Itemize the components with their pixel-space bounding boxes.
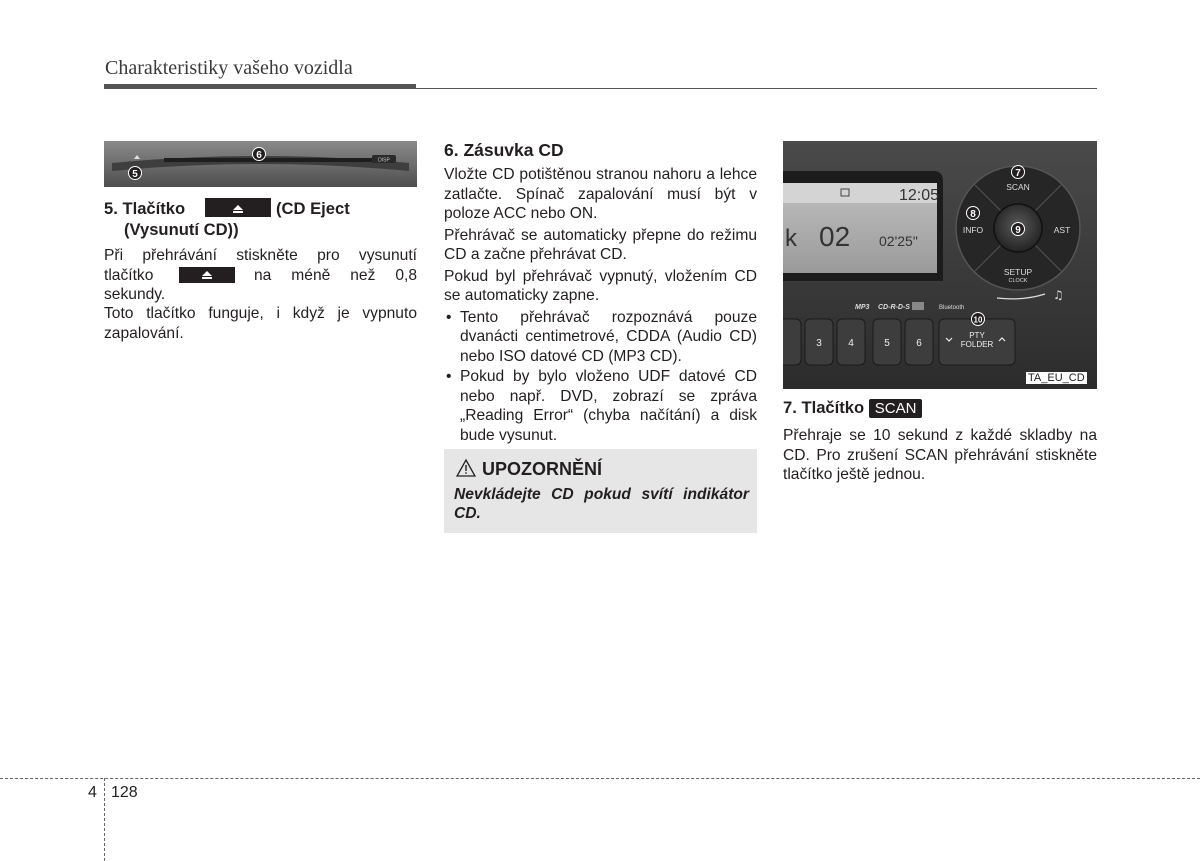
lcd-track: 02 <box>819 221 851 252</box>
ast-label: AST <box>1053 225 1071 235</box>
scan-label: SCAN <box>1006 182 1030 192</box>
lcd-elapsed: 02'25" <box>879 233 918 249</box>
warning-triangle-icon <box>456 459 476 477</box>
svg-text:8: 8 <box>970 209 976 220</box>
warning-title-row <box>456 459 602 480</box>
preset-4-label: 4 <box>848 338 854 349</box>
section-6-paragraph-1: Vložte CD potištěnou stranou nahoru a lehce zatlačte. Spínač zapalování musí být v poloze ACC nebo ON. <box>444 166 757 222</box>
section-5-heading-prefix: 5. Tlačítko <box>104 199 186 218</box>
bullet-item: • Pokud by bylo vloženo UDF datové CD nebo např. DVD, zobrazí se zpráva „Reading Error“ (chyba načítání) a disk bude vysunut. <box>444 367 757 445</box>
section-6-heading: 6. Zásuvka CD <box>444 140 564 160</box>
page-number: 128 <box>111 784 138 801</box>
warning-body: Nevkládejte CD pokud svítí indikátor CD. <box>454 486 749 522</box>
warning-title: UPOZORNĚNÍ <box>482 459 603 479</box>
scan-badge: SCAN <box>869 399 923 418</box>
mp3-logo: MP3 <box>855 304 870 311</box>
section-7-heading-prefix: 7. Tlačítko <box>783 398 865 417</box>
section-6-bullet-list <box>444 308 757 446</box>
section-5-paragraph-2: Toto tlačítko funguje, i když je vypnuto zapalování. <box>104 305 417 342</box>
cd-rds-logo: CD-R-D-S <box>878 304 910 311</box>
lcd-partial: k <box>785 225 797 252</box>
pty-label: PTY <box>969 331 985 340</box>
column-1 <box>104 199 417 343</box>
marker-9 <box>1011 222 1025 236</box>
setup-label: SETUP <box>1003 267 1033 277</box>
column-2 <box>444 139 757 445</box>
section-5-heading-suffix: (CD Eject <box>276 199 350 218</box>
footer-dashed-vertical <box>104 778 105 861</box>
header-rule-thin <box>104 88 1097 89</box>
clock-label: CLOCK <box>1008 278 1028 284</box>
chapter-number: 4 <box>88 784 97 801</box>
svg-text:10: 10 <box>973 315 983 325</box>
image-caption: TA_EU_CD <box>1028 372 1085 384</box>
marker-5 <box>128 166 142 180</box>
section-7-paragraph-1: Přehraje se 10 sekund z každé skladby na CD. Pro zrušení SCAN přehrávání stiskněte tlačítko ještě jednou. <box>783 427 1097 484</box>
svg-text:9: 9 <box>1015 225 1021 236</box>
bullet-item: • Tento přehrávač rozpoznává pouze dvanácti centimetrové, CDDA (Audio CD) nebo ISO datové CD (MP3 CD). <box>444 308 757 367</box>
disp-label: DISP <box>378 157 390 164</box>
marker-7 <box>1011 165 1025 179</box>
folder-label: FOLDER <box>960 340 994 349</box>
info-label: INFO <box>962 225 984 235</box>
svg-text:5: 5 <box>132 169 138 180</box>
section-7-heading <box>783 398 1097 418</box>
section-5-heading-line2: (Vysunutí CD)) <box>124 220 239 239</box>
svg-text:7: 7 <box>1015 168 1021 179</box>
section-6-paragraph-2: Přehrávač se automaticky přepne do režimu CD a začne přehrávat CD. <box>444 226 757 263</box>
p1-line1: Při přehrávání stiskněte pro vysunutí <box>104 247 417 264</box>
footer-dashed-rule <box>0 778 1200 779</box>
svg-text:6: 6 <box>256 150 262 161</box>
music-note-icon: ♫ <box>1053 288 1064 302</box>
marker-8 <box>966 206 980 220</box>
section-6-paragraph-3: Pokud byl přehrávač vypnutý, vložením CD se automaticky zapne. <box>444 267 757 304</box>
preset-3-label: 3 <box>816 338 822 349</box>
column-3 <box>783 398 1097 485</box>
preset-6-label: 6 <box>916 338 922 349</box>
bluetooth-logo: Bluetooth <box>939 305 965 311</box>
lcd-time: 12:05 <box>899 187 940 204</box>
header-title: Charakteristiky vašeho vozidla <box>105 57 353 79</box>
preset-5-label: 5 <box>884 338 890 349</box>
eject-button-icon-inline <box>179 267 235 283</box>
marker-6 <box>252 147 266 161</box>
radio-panel-image <box>783 141 1097 389</box>
section-5-paragraph-1: Při přehrávání stiskněte pro vysunutí tlačítko na méně než 0,8 sekundy. <box>104 247 417 303</box>
cd-slot-image <box>104 141 417 187</box>
warning-box <box>444 449 757 533</box>
marker-10 <box>971 312 985 326</box>
eject-button-icon <box>205 198 271 217</box>
